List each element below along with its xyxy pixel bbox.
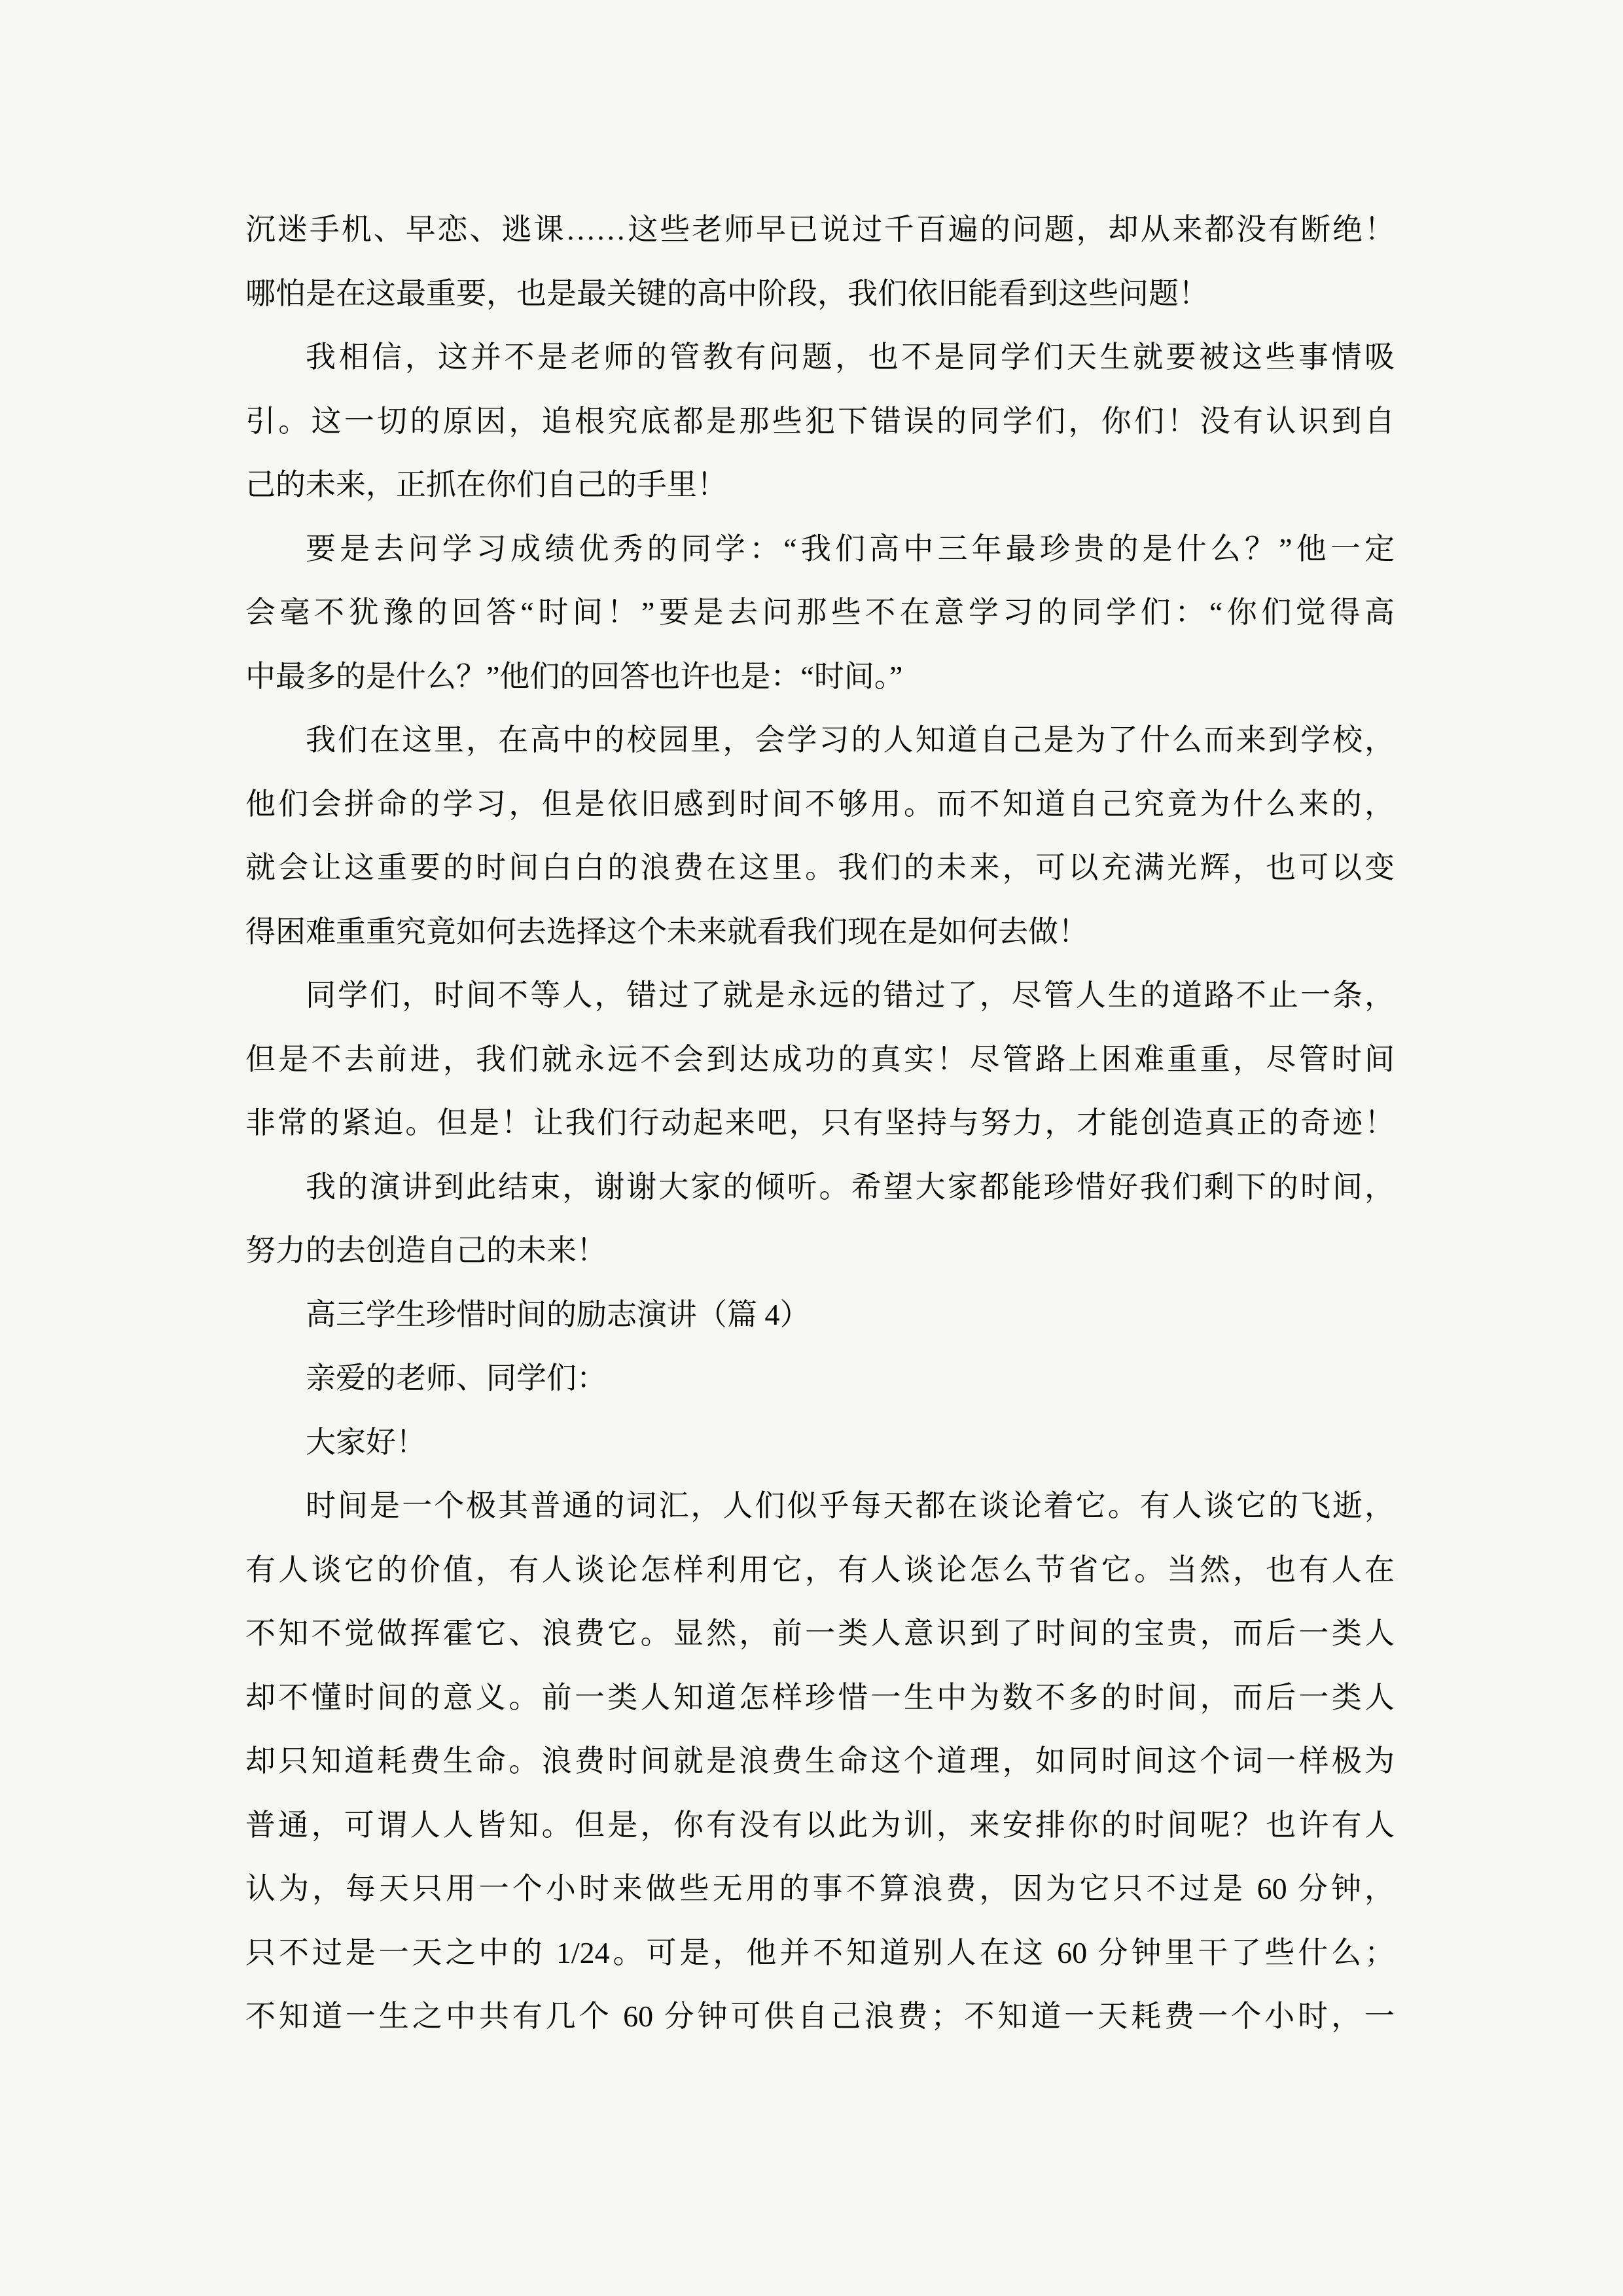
text-line: 只不过是一天之中的 1/24。可是，他并不知道别人在这 60 分钟里干了些什么； <box>245 1935 1395 1969</box>
text-line: 就会让这重要的时间白白的浪费在这里。我们的未来，可以充满光辉，也可以变 <box>245 851 1395 884</box>
text-line: 己的未来，正抓在你们自己的手里！ <box>245 468 727 501</box>
text-line: 时间是一个极其普通的词汇，人们似乎每天都在谈论着它。有人谈它的飞逝， <box>306 1489 1395 1522</box>
text-line: 普通，可谓人人皆知。但是，你有没有以此为训，来安排你的时间呢？也许有人 <box>245 1808 1395 1842</box>
text-line: 高三学生珍惜时间的励志演讲（篇 4） <box>306 1297 810 1331</box>
document-body <box>245 198 1395 2049</box>
text-line: 认为，每天只用一个小时来做些无用的事不算浪费，因为它只不过是 60 分钟， <box>245 1872 1395 1905</box>
text-line: 中最多的是什么？”他们的回答也许也是：“时间。” <box>245 659 903 693</box>
text-line: 有人谈它的价值，有人谈论怎样利用它，有人谈论怎么节省它。当然，也有人在 <box>245 1552 1395 1587</box>
text-line: 引。这一切的原因，追根究底都是那些犯下错误的同学们，你们！没有认识到自 <box>245 404 1395 438</box>
text-line: 不知不觉做挥霍它、浪费它。显然，前一类人意识到了时间的宝贵，而后一类人 <box>245 1617 1395 1650</box>
text-line: 但是不去前进，我们就永远不会到达成功的真实！尽管路上困难重重，尽管时间 <box>245 1042 1395 1076</box>
text-line: 要是去问学习成绩优秀的同学：“我们高中三年最珍贵的是什么？”他一定 <box>306 531 1395 565</box>
text-line: 却只知道耗费生命。浪费时间就是浪费生命这个道理，如同时间这个词一样极为 <box>245 1744 1395 1778</box>
text-line: 不知道一生之中共有几个 60 分钟可供自己浪费；不知道一天耗费一个小时，一 <box>245 2000 1395 2033</box>
text-line: 我的演讲到此结束，谢谢大家的倾听。希望大家都能珍惜好我们剩下的时间， <box>306 1170 1395 1204</box>
text-line: 沉迷手机、早恋、逃课……这些老师早已说过千百遍的问题，却从来都没有断绝！ <box>245 213 1395 246</box>
text-line: 我们在这里，在高中的校园里，会学习的人知道自己是为了什么而来到学校， <box>306 723 1395 757</box>
text-line: 同学们，时间不等人，错过了就是永远的错过了，尽管人生的道路不止一条， <box>306 978 1395 1012</box>
text-line: 努力的去创造自己的未来！ <box>245 1234 607 1267</box>
text-line: 他们会拼命的学习，但是依旧感到时间不够用。而不知道自己究竟为什么来的， <box>245 787 1395 821</box>
text-line: 大家好！ <box>306 1425 426 1459</box>
text-line: 非常的紧迫。但是！让我们行动起来吧，只有坚持与努力，才能创造真正的奇迹！ <box>245 1106 1395 1139</box>
text-line: 哪怕是在这最重要，也是最关键的高中阶段，我们依旧能看到这些问题！ <box>245 276 1209 310</box>
text-line: 我相信，这并不是老师的管教有问题，也不是同学们天生就要被这些事情吸 <box>306 340 1395 374</box>
text-line: 却不懂时间的意义。前一类人知道怎样珍惜一生中为数不多的时间，而后一类人 <box>245 1680 1395 1714</box>
text-line: 亲爱的老师、同学们： <box>306 1361 607 1395</box>
text-line: 会毫不犹豫的回答“时间！”要是去问那些不在意学习的同学们：“你们觉得高 <box>245 596 1395 629</box>
text-line: 得困难重重究竟如何去选择这个未来就看我们现在是如何去做！ <box>245 914 1088 948</box>
